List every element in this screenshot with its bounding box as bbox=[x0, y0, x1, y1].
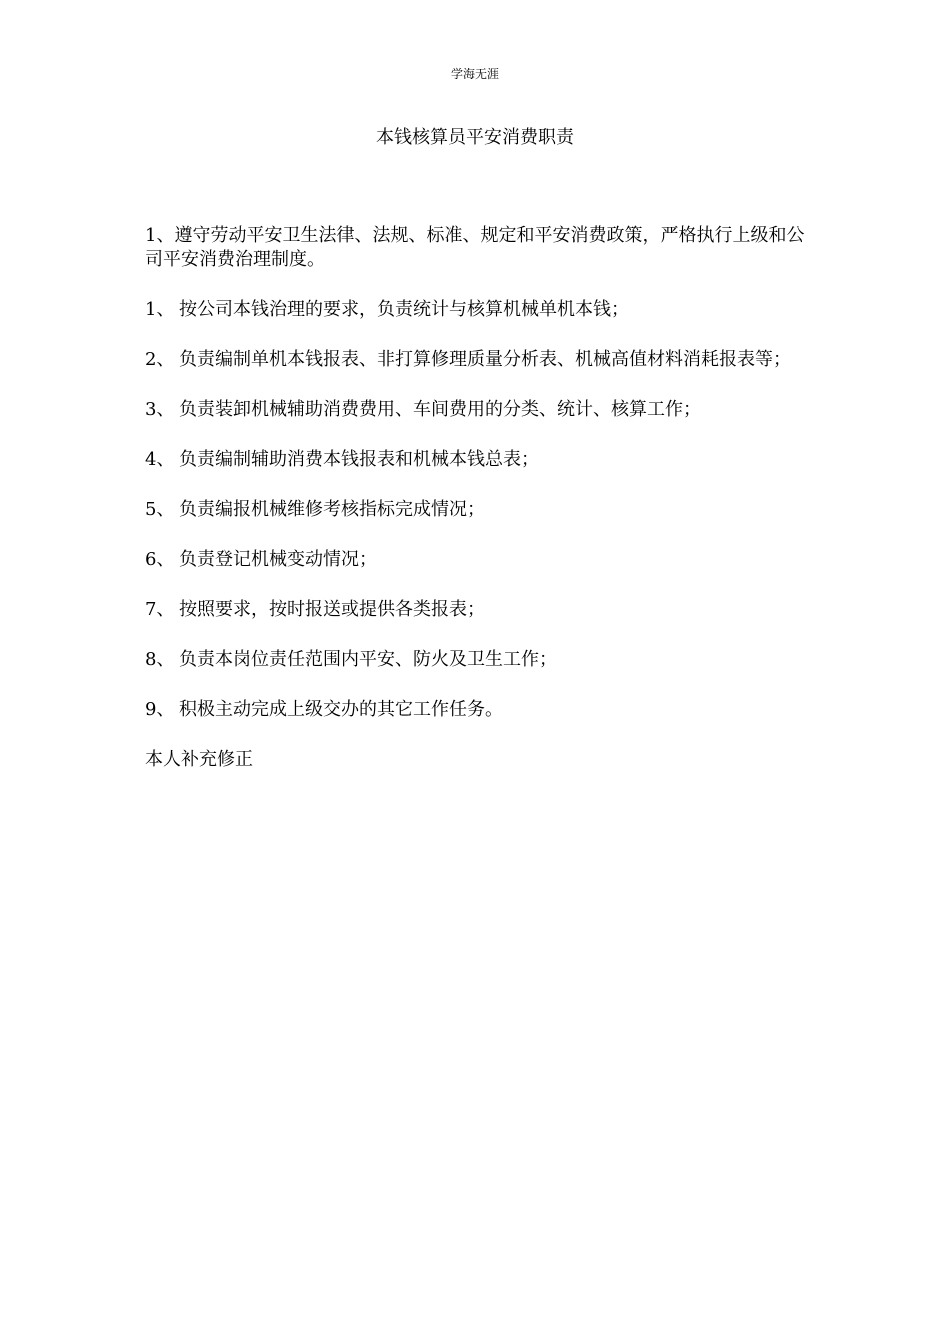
intro-paragraph bbox=[145, 224, 810, 272]
list-item-text: 负责编报机械维修考核指标完成情况； bbox=[179, 499, 485, 520]
intro-text: 遵守劳动平安卫生法律、法规、标准、规定和平安消费政策，严格执行上级和公司平安消费治理制度。 bbox=[145, 225, 805, 270]
list-item-number: 7、 bbox=[145, 599, 175, 620]
list-item-number: 2、 bbox=[145, 349, 175, 370]
list-item-number: 5、 bbox=[145, 499, 175, 520]
list-item-number: 8、 bbox=[145, 649, 175, 670]
list-item-text: 按照要求，按时报送或提供各类报表； bbox=[179, 599, 485, 620]
list-item bbox=[145, 348, 810, 372]
list-item-number: 3、 bbox=[145, 399, 175, 420]
list-item-text: 负责装卸机械辅助消费费用、车间费用的分类、统计、核算工作； bbox=[179, 399, 701, 420]
list-item-text: 负责编制单机本钱报表、非打算修理质量分析表、机械高值材料消耗报表等； bbox=[179, 349, 791, 370]
list-item-number: 4、 bbox=[145, 449, 175, 470]
intro-number: 1、 bbox=[145, 225, 175, 246]
list-item-text: 负责编制辅助消费本钱报表和机械本钱总表； bbox=[179, 449, 539, 470]
list-item bbox=[145, 548, 810, 572]
list-item-text: 负责本岗位责任范围内平安、防火及卫生工作； bbox=[179, 649, 557, 670]
list-item-text: 积极主动完成上级交办的其它工作任务。 bbox=[179, 699, 503, 720]
document-title: 本钱核算员平安消费职责 bbox=[376, 127, 574, 148]
list-item-text: 按公司本钱治理的要求，负责统计与核算机械单机本钱； bbox=[179, 299, 629, 320]
list-item bbox=[145, 298, 810, 322]
list-item bbox=[145, 398, 810, 422]
list-item-text: 负责登记机械变动情况； bbox=[179, 549, 377, 570]
list-item-number: 9、 bbox=[145, 699, 175, 720]
list-item bbox=[145, 498, 810, 522]
list-item bbox=[145, 598, 810, 622]
document-body bbox=[145, 224, 810, 772]
page-header: 学海无涯 bbox=[450, 67, 499, 81]
closing-note: 本人补充修正 bbox=[145, 749, 253, 770]
list-item-number: 1、 bbox=[145, 299, 175, 320]
list-item bbox=[145, 448, 810, 472]
list-item-number: 6、 bbox=[145, 549, 175, 570]
list-item bbox=[145, 648, 810, 672]
list-item bbox=[145, 698, 810, 722]
